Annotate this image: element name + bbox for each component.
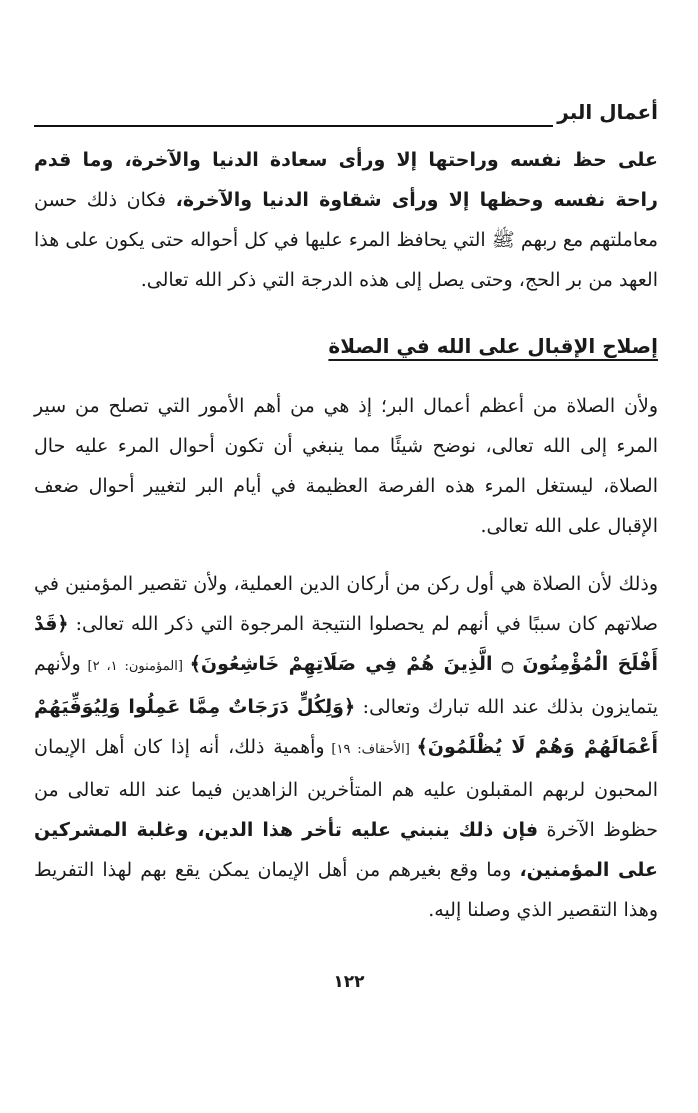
- verse-reference-1: [المؤمنون: ١، ٢]: [80, 659, 190, 674]
- paragraph-1: [34, 140, 658, 300]
- paragraph-3-text-1: وذلك لأن الصلاة هي أول ركن من أركان الدين العملية، ولأن تقصير المؤمنين في صلاتهم كان سببًا في أنهم لم يحصلوا النتيجة المرجوة التي ذكر الله تعالى:: [34, 573, 658, 635]
- quran-verse-1: ﴿قَدْ أَفْلَحَ الْمُؤْمِنُونَ ۝ الَّذِينَ هُمْ فِي صَلَاتِهِمْ خَاشِعُونَ﴾: [34, 613, 659, 675]
- paragraph-3-text-2: ولأنهم يتمايزون بذلك عند الله تبارك وتعالى:: [34, 653, 658, 718]
- section-heading: إصلاح الإقبال على الله في الصلاة: [328, 334, 658, 358]
- page-body: [34, 140, 658, 930]
- paragraph-3: [34, 564, 658, 930]
- quran-verse-2: ﴿وَلِكُلٍّ دَرَجَاتٌ مِمَّا عَمِلُوا وَلِيُوَفِّيَهُمْ أَعْمَالَهُمْ وَهُمْ لَا يُظْلَمُونَ﴾: [34, 696, 658, 758]
- paragraph-2: [34, 386, 658, 546]
- paragraph-3-text-4: وما وقع بغيرهم من أهل الإيمان يمكن يقع بهم لهذا التفريط وهذا التقصير الذي وصلنا إليه.: [34, 859, 658, 921]
- header-rule: [34, 125, 553, 127]
- verse-reference-2: [الأحقاف: ١٩]: [324, 742, 417, 757]
- paragraph-3-text-3: وأهمية ذلك، أنه إذا كان أهل الإيمان المحبون لربهم المقبلون عليه هم المتأخرين الزاهدين فيما عند الله تعالى من حظوظ الآخرة: [34, 736, 658, 841]
- paragraph-gap: [34, 546, 658, 564]
- paragraph-1-bold: على حظ نفسه وراحتها إلا ورأى سعادة الدنيا والآخرة، وما قدم راحة نفسه وحظها إلا ورأى شقاوة الدنيا والآخرة،: [34, 149, 658, 211]
- paragraph-3-bold: فإن ذلك ينبني عليه تأخر هذا الدين، وغلبة المشركين على المؤمنين،: [34, 819, 658, 881]
- paragraph-1-text: فكان ذلك حسن معاملتهم مع ربهم ﷺ التي يحافظ المرء عليها في كل أحواله حتى يكون على هذا العهد من بر الحج، وحتى يصل إلى هذه الدرجة التي ذكر الله تعالى.: [34, 189, 658, 291]
- header-title: أعمال البر: [557, 100, 658, 124]
- page-number: ١٢٢: [333, 972, 365, 992]
- running-header: [34, 100, 658, 130]
- paragraph-2-text: ولأن الصلاة من أعظم أعمال البر؛ إذ هي من أهم الأمور التي تصلح من سير المرء إلى الله تعالى، نوضح شيئًا مما ينبغي أن تكون أحوال المرء عليه حال الصلاة، ليستغل المرء هذه الفرصة العظيمة في أيام البر لتغيير أحوال ضعف الإقبال على الله تعالى.: [34, 395, 658, 537]
